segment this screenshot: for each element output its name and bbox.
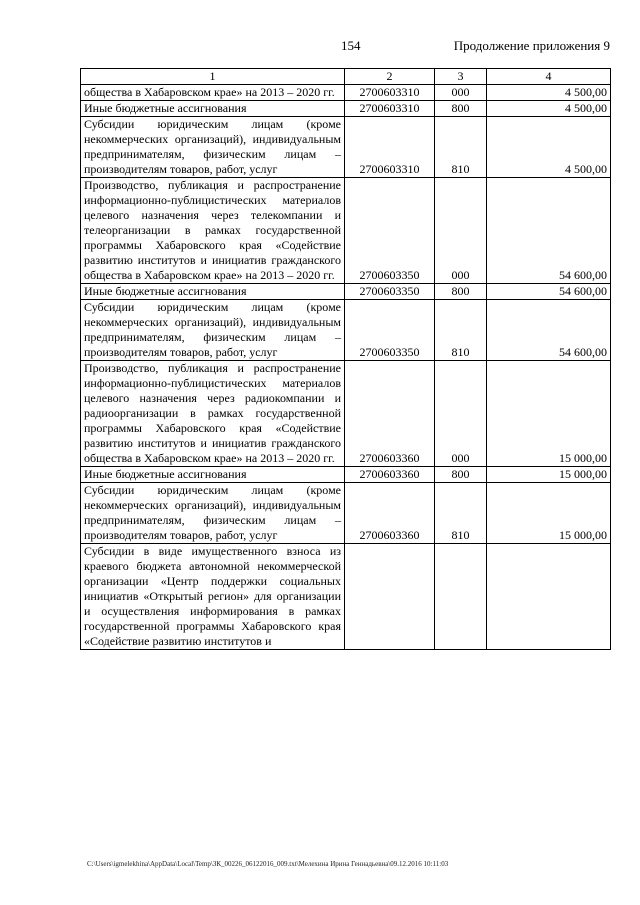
table-row [81,85,611,101]
row-type: 000 [435,178,487,284]
page-number: 154 [341,38,361,53]
row-amount: 4 500,00 [487,101,611,117]
row-name: Иные бюджетные ассигнования [81,101,345,117]
row-amount [487,544,611,650]
row-name: Производство, публикация и распространение информационно-публицистических материалов целевого назначения через телекомпании и телеорганизации в рамках государственной программы Хабаровского края «Содействие развитию институтов и инициатив гражданского общества в Хабаровском крае» на 2013 – 2020 гг. [81,178,345,284]
row-code: 2700603360 [345,361,435,467]
row-name: Производство, публикация и распространение информационно-публицистических материалов целевого назначения через радиокомпании и радиоорганизации в рамках государственной программы Хабаровского края «Содействие развитию институтов и инициатив гражданского общества в Хабаровском крае» на 2013 – 2020 гг. [81,361,345,467]
row-code: 2700603360 [345,483,435,544]
row-amount: 4 500,00 [487,117,611,178]
file-path-footer: C:\Users\igmelekhina\AppData\Local\Temp\ЗК_00226_06122016_009.txt\Мелехина Ирина Геннадьевна\09.12.2016 10:11:03 [87,860,449,868]
table-row [81,117,611,178]
row-amount: 54 600,00 [487,178,611,284]
row-code: 2700603360 [345,467,435,483]
row-name: Субсидии юридическим лицам (кроме некоммерческих организаций), индивидуальным предпринимателям, физическим лицам – производителям товаров, работ, услуг [81,300,345,361]
row-type: 000 [435,361,487,467]
row-name: Иные бюджетные ассигнования [81,284,345,300]
row-name: общества в Хабаровском крае» на 2013 – 2020 гг. [81,85,345,101]
row-code: 2700603310 [345,101,435,117]
column-header-type: 3 [435,69,487,85]
row-code: 2700603310 [345,117,435,178]
row-amount: 54 600,00 [487,284,611,300]
row-amount: 15 000,00 [487,483,611,544]
row-amount: 54 600,00 [487,300,611,361]
column-header-amount: 4 [487,69,611,85]
row-type: 810 [435,117,487,178]
row-type: 810 [435,483,487,544]
table-row [81,300,611,361]
budget-table [80,68,611,650]
row-name: Субсидии в виде имущественного взноса из краевого бюджета автономной некоммерческой организации «Центр поддержки социальных инициатив «Открытый регион» для организации и осуществления информирования в рамках государственной программы Хабаровского края «Содействие развитию институтов и [81,544,345,650]
table-header-row [81,69,611,85]
row-type: 800 [435,101,487,117]
column-header-name: 1 [81,69,345,85]
page-header [0,38,640,56]
row-amount: 4 500,00 [487,85,611,101]
row-amount: 15 000,00 [487,467,611,483]
table-row [81,483,611,544]
row-type [435,544,487,650]
appendix-continuation-label: Продолжение приложения 9 [453,38,610,53]
table-row [81,544,611,650]
row-name: Субсидии юридическим лицам (кроме некоммерческих организаций), индивидуальным предпринимателям, физическим лицам – производителям товаров, работ, услуг [81,117,345,178]
row-code: 2700603350 [345,300,435,361]
row-type: 800 [435,467,487,483]
column-header-code: 2 [345,69,435,85]
row-code: 2700603310 [345,85,435,101]
row-type: 000 [435,85,487,101]
table-row [81,467,611,483]
row-code: 2700603350 [345,284,435,300]
table-row [81,284,611,300]
row-code [345,544,435,650]
row-type: 800 [435,284,487,300]
row-amount: 15 000,00 [487,361,611,467]
row-name: Субсидии юридическим лицам (кроме некоммерческих организаций), индивидуальным предпринимателям, физическим лицам – производителям товаров, работ, услуг [81,483,345,544]
table-row [81,101,611,117]
row-code: 2700603350 [345,178,435,284]
row-name: Иные бюджетные ассигнования [81,467,345,483]
row-type: 810 [435,300,487,361]
table-row [81,361,611,467]
table-row [81,178,611,284]
